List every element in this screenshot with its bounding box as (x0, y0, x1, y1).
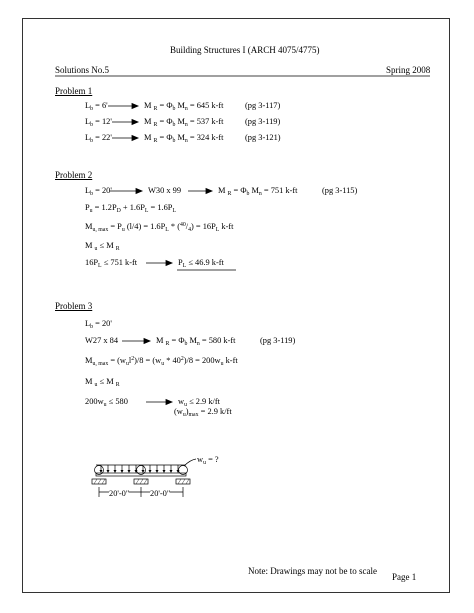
p2-mu: $M_{u, max} = P_u$ $(l/4) = 1.6P_L * (^{40}/_4) = 16P_L$ k-ft (85, 222, 234, 233)
p1-row3-mr: M $_R = \Phi_b$ $M_n = 324$ k-ft (144, 133, 224, 144)
page-number: Page 1 (392, 572, 417, 582)
span2-label: 20'-0" (150, 489, 171, 498)
p2-pu: $P_u = 1.2P_D + 1.6P_L = 1.6P_L$ (85, 203, 176, 214)
p3-section: W27 x 84 (85, 336, 119, 345)
problem3-title: Problem 3 (55, 301, 93, 311)
p2-mr: M $_R = \Phi_b$ $M_n = 751$ k-ft (218, 186, 298, 197)
p1-row2-lb: $L_b = 12'$ (85, 117, 112, 128)
load-label: $w_u$ = ? (197, 455, 219, 466)
p3-wu-max: $(w_u)_{max} = 2.9$ k/ft (174, 407, 232, 418)
p3-mr: M $_R = \Phi_b$ $M_n = 580$ k-ft (156, 336, 236, 347)
course-title: Building Structures I (ARCH 4075/4775) (170, 45, 320, 55)
p3-mu: $M_{u, max} = (w_ul^2)/8 = (w_u * 40^2)/8 = 200w_u$ k-ft (85, 356, 238, 367)
p1-row1-ref: (pg 3-117) (245, 101, 281, 110)
p2-section: W30 x 99 (148, 186, 182, 195)
p2-ineq1: M $_u$ ≤ M $_R$ (85, 241, 120, 252)
p3-ineq2: $200w_u \le 580$ (85, 397, 128, 408)
p1-row2-mr: M $_R = \Phi_b$ $M_n = 537$ k-ft (144, 117, 224, 128)
span1-label: 20'-0" (109, 489, 130, 498)
doc-title: Solutions No.5 (55, 65, 110, 75)
p3-lb: $L_b = 20'$ (85, 319, 112, 330)
p2-answer: $P_L \le 46.9$ k-ft (178, 258, 224, 269)
p2-ineq2: $16P_L \le 751$ k-ft (85, 258, 138, 269)
p1-row1-lb: $L_b = 6'$ (85, 101, 108, 112)
p3-wu: $w_u \le 2.9$ k/ft (178, 397, 220, 408)
term: Spring 2008 (386, 65, 431, 75)
footer-note: Note: Drawings may not be to scale (248, 566, 377, 576)
p1-row1-mr: M $_R = \Phi_b$ $M_n = 645$ k-ft (144, 101, 224, 112)
p2-lb: $L_b = 20'$ (85, 186, 112, 197)
p3-ref: (pg 3-119) (260, 336, 296, 345)
p3-ineq1: M $_u$ ≤ M $_R$ (85, 377, 120, 388)
p1-row3-ref: (pg 3-121) (245, 133, 281, 142)
p2-ref: (pg 3-115) (322, 186, 358, 195)
problem1-title: Problem 1 (55, 86, 93, 96)
problem2-title: Problem 2 (55, 170, 93, 180)
p1-row2-ref: (pg 3-119) (245, 117, 281, 126)
p1-row3-lb: $L_b = 22'$ (85, 133, 112, 144)
